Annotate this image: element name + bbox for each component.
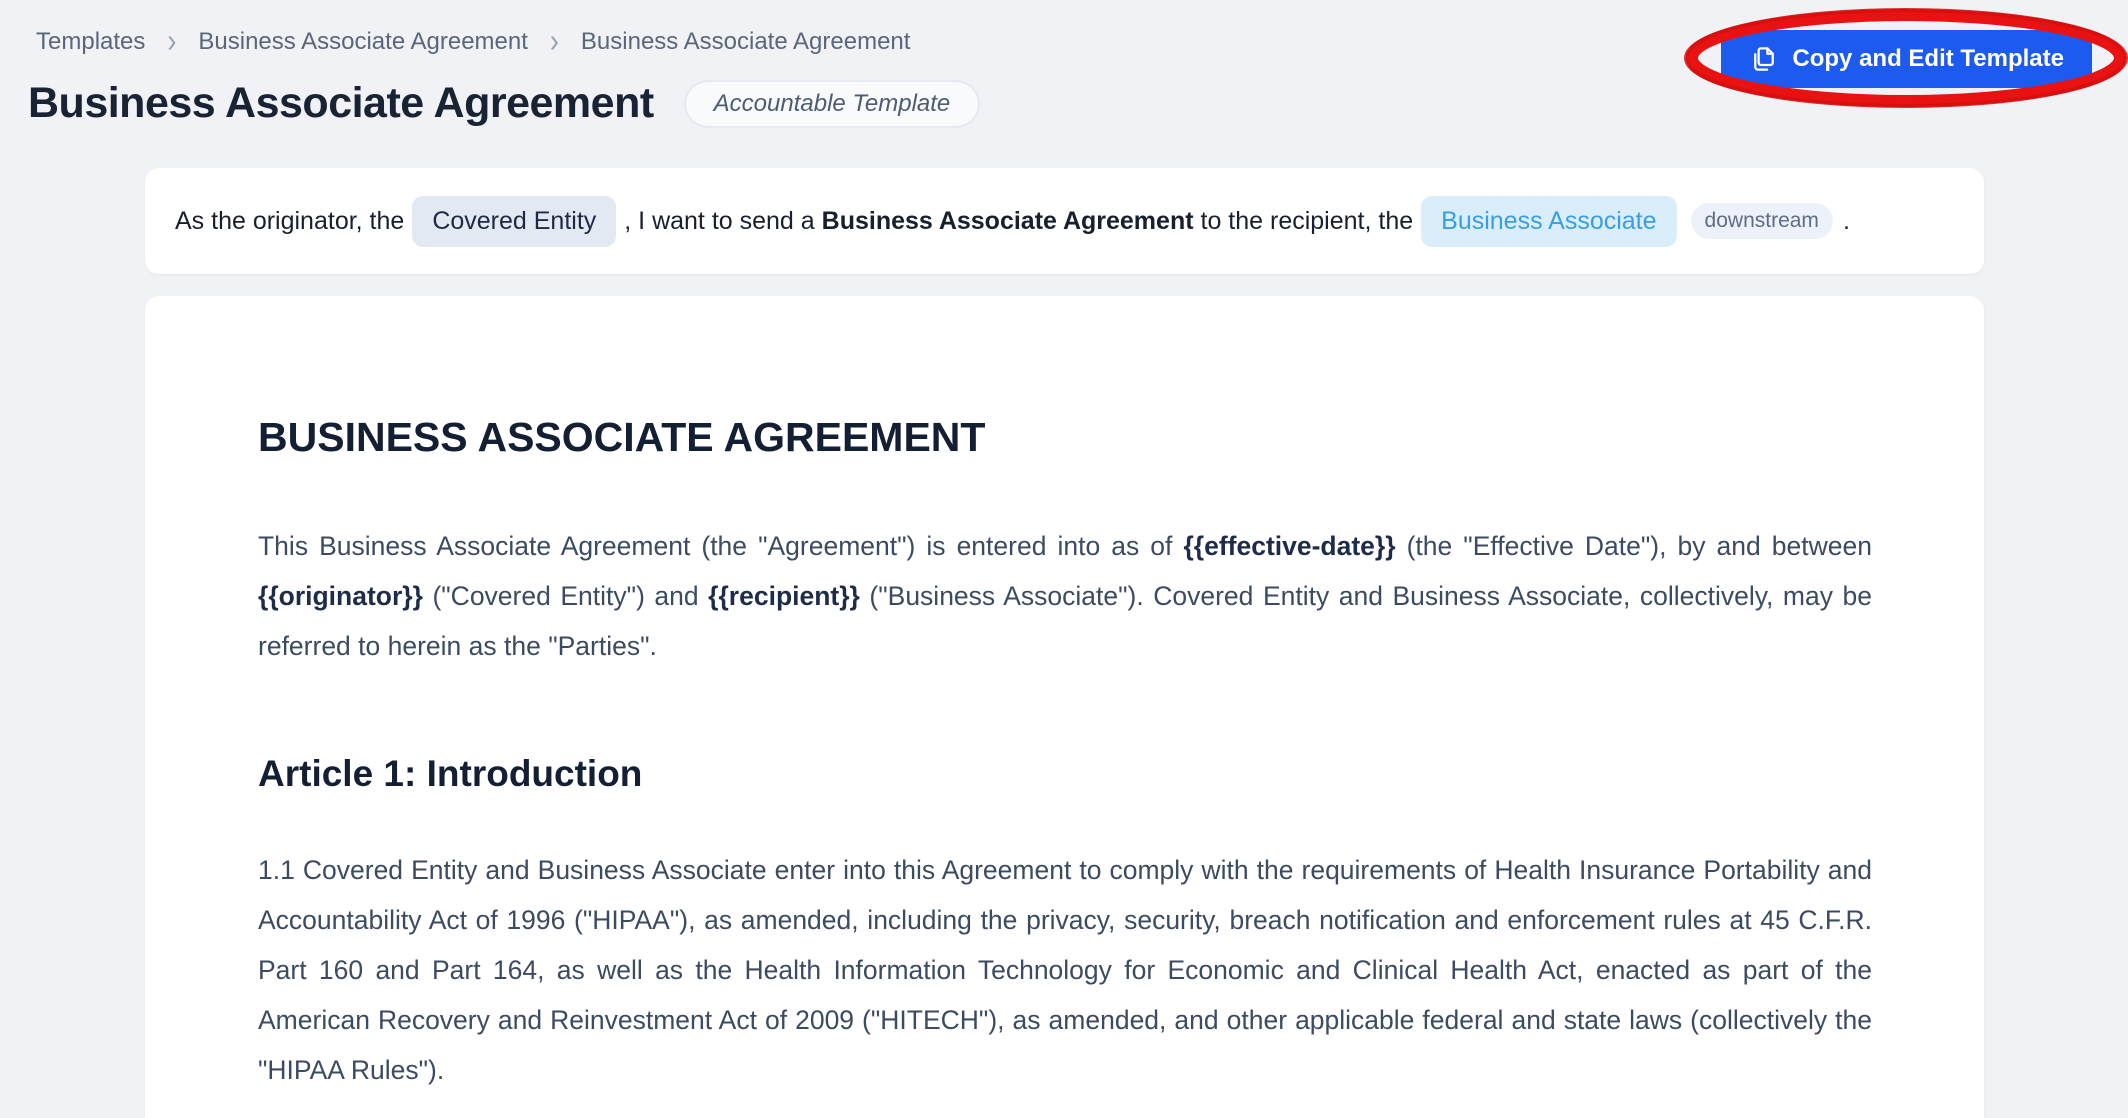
page-title: Business Associate Agreement: [28, 79, 654, 127]
effective-date-token: {{effective-date}}: [1183, 531, 1396, 561]
sentence-period: .: [1842, 206, 1850, 235]
copy-and-edit-template-button[interactable]: [1721, 30, 2092, 88]
sentence-part-3: to the recipient, the: [1200, 206, 1414, 235]
sentence-summary-card: [145, 168, 1984, 274]
document-title: BUSINESS ASSOCIATE AGREEMENT: [258, 414, 986, 460]
document-intro-paragraph: [258, 521, 1872, 671]
sentence-part-2: , I want to send a: [624, 206, 815, 235]
accountable-template-badge: Accountable Template: [684, 80, 981, 128]
chevron-right-icon: ›: [549, 22, 559, 60]
breadcrumb-baa-2[interactable]: Business Associate Agreement: [580, 27, 911, 55]
sentence-document-name: Business Associate Agreement: [821, 206, 1194, 235]
recipient-token: {{recipient}}: [708, 581, 860, 611]
intro-text-3: ("Covered Entity") and: [422, 581, 709, 611]
document-preview-card: [145, 296, 1984, 1118]
sentence-part-1: As the originator, the: [175, 206, 405, 235]
copy-button-label: Copy and Edit Template: [1792, 45, 2064, 72]
article-1-body: 1.1 Covered Entity and Business Associate enter into this Agreement to comply with the requirements of Health Insurance Portability and Accountability Act of 1996 ("HIPAA"), as amended, including the privacy, security, breach notification and enforcement rules at 45 C.F.R. Part 160 and Part 164, as well as the Health Information Technology for Economic and Clinical Health Act, enacted as part of the American Recovery and Reinvestment Act of 2009 ("HITECH"), as amended, and other applicable federal and state laws (collectively the "HIPAA Rules").: [258, 855, 1872, 1085]
intro-text-2: (the "Effective Date"), by and between: [1395, 531, 1873, 561]
breadcrumb-baa-1[interactable]: Business Associate Agreement: [198, 27, 528, 55]
page-header: [28, 22, 980, 128]
recipient-chip[interactable]: Business Associate: [1421, 196, 1676, 247]
downstream-tag: downstream: [1691, 203, 1833, 239]
copy-icon: [1749, 44, 1779, 74]
breadcrumb-templates[interactable]: Templates: [36, 27, 146, 55]
chevron-right-icon: ›: [167, 22, 177, 60]
intro-text-1: This Business Associate Agreement (the "Agreement") is entered into as of: [258, 531, 1184, 561]
originator-chip[interactable]: Covered Entity: [412, 196, 616, 247]
article-1-heading: Article 1: Introduction: [258, 753, 643, 794]
intro-text-4: ("Business Associate"). Covered Entity and Business Associate, collectively, may be referred to herein as the "Parties".: [258, 581, 1872, 661]
breadcrumb: [36, 22, 980, 60]
originator-token: {{originator}}: [258, 581, 423, 611]
